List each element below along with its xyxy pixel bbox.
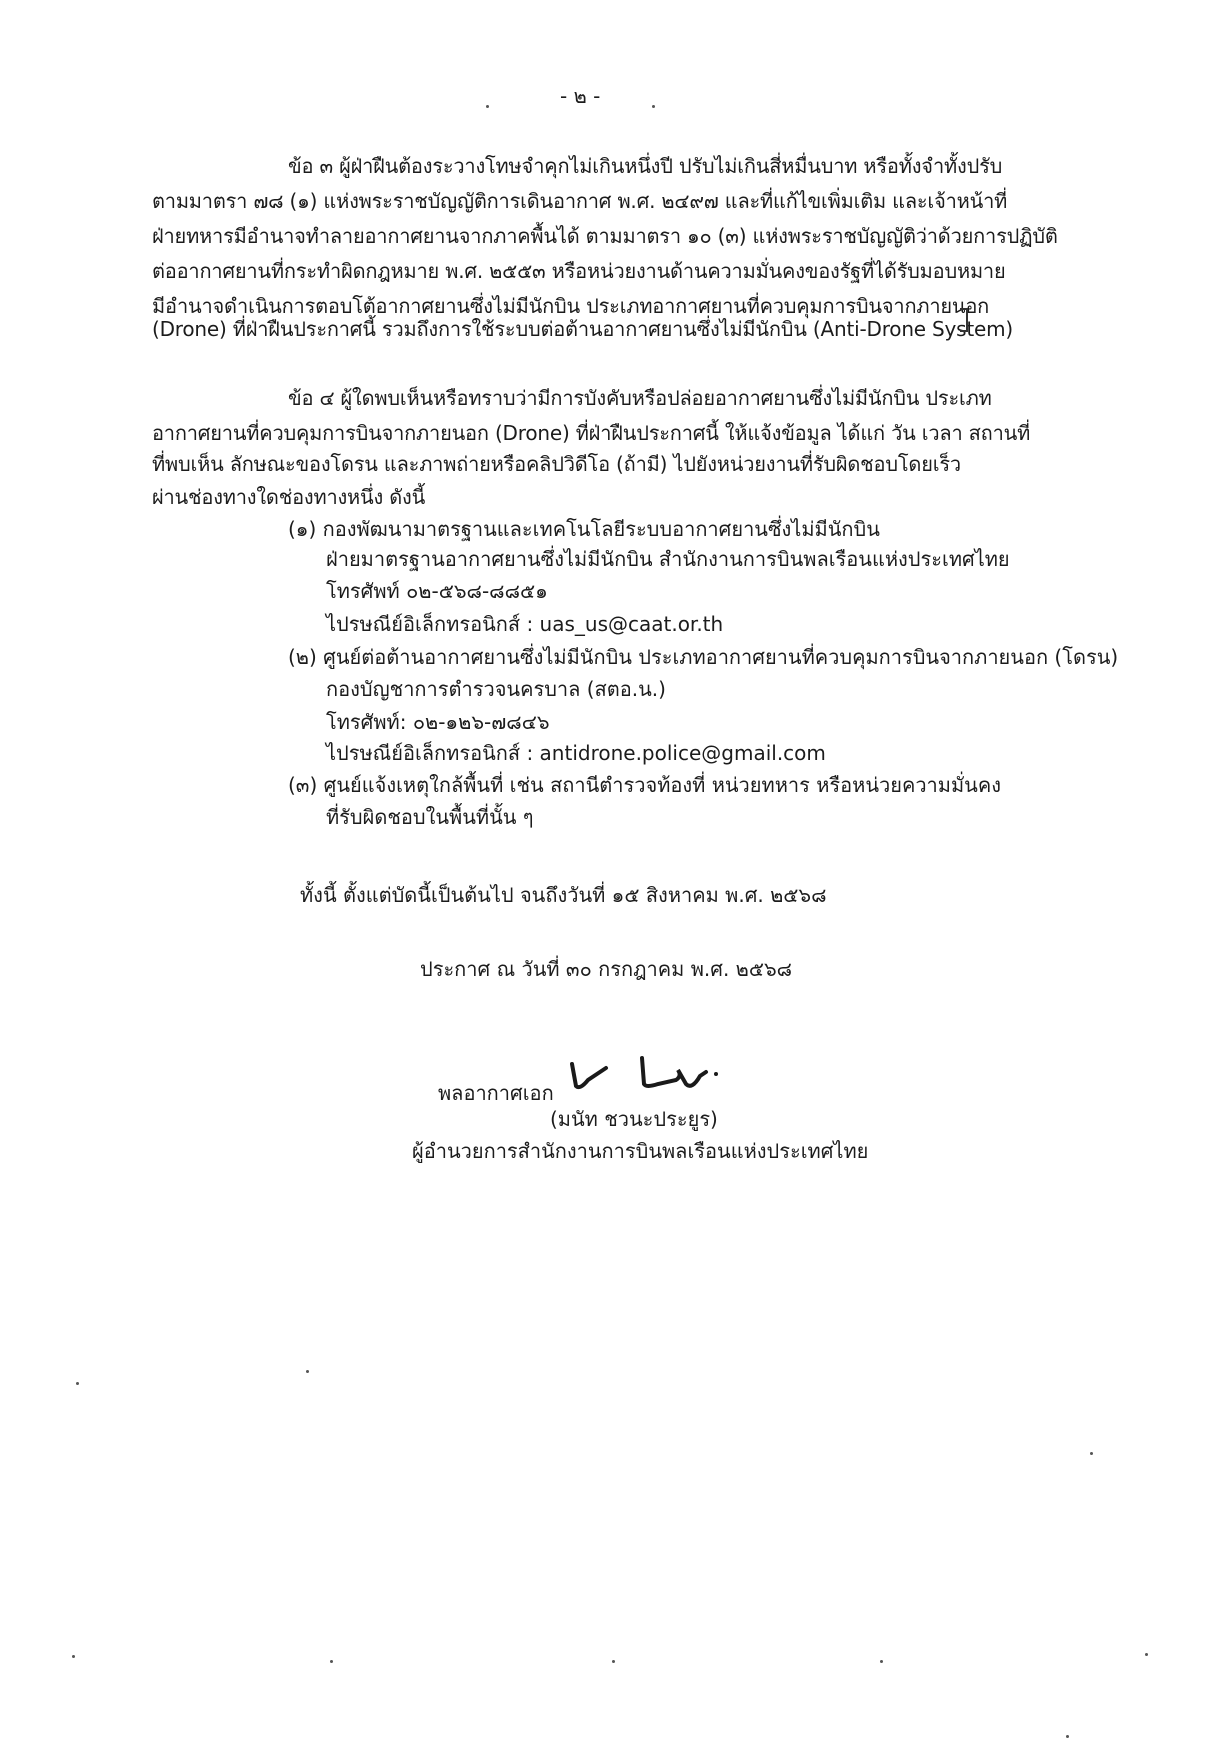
clause-4-line: ผ่านช่องทางใดช่องทางหนึ่ง ดังนี้: [152, 485, 426, 509]
scan-speck: [1145, 1653, 1148, 1656]
effective-period: ทั้งนี้ ตั้งแต่บัดนี้เป็นต้นไป จนถึงวันที่ ๑๕ สิงหาคม พ.ศ. ๒๕๖๘: [300, 883, 827, 907]
clause-3-line: ตามมาตรา ๗๘ (๑) แห่งพระราชบัญญัติการเดินอากาศ พ.ศ. ๒๔๙๗ และที่แก้ไขเพิ่มเติม และเจ้าหน้าที่: [152, 189, 1008, 213]
scan-speck: [652, 105, 655, 108]
handwritten-signature: [566, 1050, 766, 1110]
signatory-rank: พลอากาศเอก: [438, 1081, 554, 1105]
contact-phone: โทรศัพท์: ๐๒-๑๒๖-๗๘๔๖: [326, 710, 550, 734]
clause-3-line: ฝ่ายทหารมีอำนาจทำลายอากาศยานจากภาคพื้นได้ ตามมาตรา ๑๐ (๓) แห่งพระราชบัญญัติว่าด้วยการปฏิบัติ: [152, 224, 1058, 248]
clause-3-line: ข้อ ๓ ผู้ฝ่าฝืนต้องระวางโทษจำคุกไม่เกินหนึ่งปี ปรับไม่เกินสี่หมื่นบาท หรือทั้งจำทั้งปรับ: [288, 154, 1003, 178]
clause-3-line: มีอำนาจดำเนินการตอบโต้อากาศยานซึ่งไม่มีนักบิน ประเภทอากาศยานที่ควบคุมการบินจากภายนอก: [152, 294, 990, 318]
scan-mark: [960, 308, 968, 332]
scan-speck: [76, 1382, 79, 1385]
scan-speck: [612, 1660, 615, 1663]
scan-speck: [880, 1660, 883, 1663]
contact-line: ฝ่ายมาตรฐานอากาศยานซึ่งไม่มีนักบิน สำนักงานการบินพลเรือนแห่งประเทศไทย: [326, 547, 1010, 571]
scan-speck: [330, 1660, 333, 1663]
clause-4-line: อากาศยานที่ควบคุมการบินจากภายนอก (Drone) ที่ฝ่าฝืนประกาศนี้ ให้แจ้งข้อมูล ได้แก่ วัน เวลา สถานที่: [152, 421, 1031, 445]
contact-line: ที่รับผิดชอบในพื้นที่นั้น ๆ: [326, 805, 534, 829]
page-number: - ๒ -: [560, 84, 601, 108]
clause-3-line: (Drone) ที่ฝ่าฝืนประกาศนี้ รวมถึงการใช้ระบบต่อต้านอากาศยานซึ่งไม่มีนักบิน (Anti-Drone System): [152, 317, 1014, 341]
announcement-date: ประกาศ ณ วันที่ ๓๐ กรกฎาคม พ.ศ. ๒๕๖๘: [420, 957, 793, 981]
scan-speck: [1090, 1452, 1093, 1455]
contact-email: ไปรษณีย์อิเล็กทรอนิกส์ : uas_us@caat.or.th: [326, 612, 724, 636]
scan-speck: [486, 105, 489, 108]
scan-speck: [1066, 1735, 1069, 1738]
clause-4-line: ข้อ ๔ ผู้ใดพบเห็นหรือทราบว่ามีการบังคับหรือปล่อยอากาศยานซึ่งไม่มีนักบิน ประเภท: [288, 386, 992, 410]
signatory-position: ผู้อำนวยการสำนักงานการบินพลเรือนแห่งประเทศไทย: [412, 1139, 869, 1163]
contact-email: ไปรษณีย์อิเล็กทรอนิกส์ : antidrone.police@gmail.com: [326, 741, 826, 765]
scan-speck: [306, 1370, 309, 1373]
contact-line: (๒) ศูนย์ต่อต้านอากาศยานซึ่งไม่มีนักบิน ประเภทอากาศยานที่ควบคุมการบินจากภายนอก (โดรน): [288, 645, 1119, 669]
signatory-name: (มนัท ชวนะประยูร): [550, 1107, 718, 1131]
scan-speck: [72, 1655, 75, 1658]
contact-phone: โทรศัพท์ ๐๒-๕๖๘-๘๘๕๑: [326, 579, 548, 603]
contact-line: กองบัญชาการตำรวจนครบาล (สตอ.น.): [326, 677, 666, 701]
contact-line: (๑) กองพัฒนามาตรฐานและเทคโนโลยีระบบอากาศยานซึ่งไม่มีนักบิน: [288, 517, 880, 541]
clause-3-line: ต่ออากาศยานที่กระทำผิดกฎหมาย พ.ศ. ๒๕๕๓ หรือหน่วยงานด้านความมั่นคงของรัฐที่ได้รับมอบหมาย: [152, 259, 1006, 283]
clause-4-line: ที่พบเห็น ลักษณะของโดรน และภาพถ่ายหรือคลิปวิดีโอ (ถ้ามี) ไปยังหน่วยงานที่รับผิดชอบโดยเร็ว: [152, 452, 961, 476]
contact-line: (๓) ศูนย์แจ้งเหตุใกล้พื้นที่ เช่น สถานีตำรวจท้องที่ หน่วยทหาร หรือหน่วยความมั่นคง: [288, 773, 1001, 797]
